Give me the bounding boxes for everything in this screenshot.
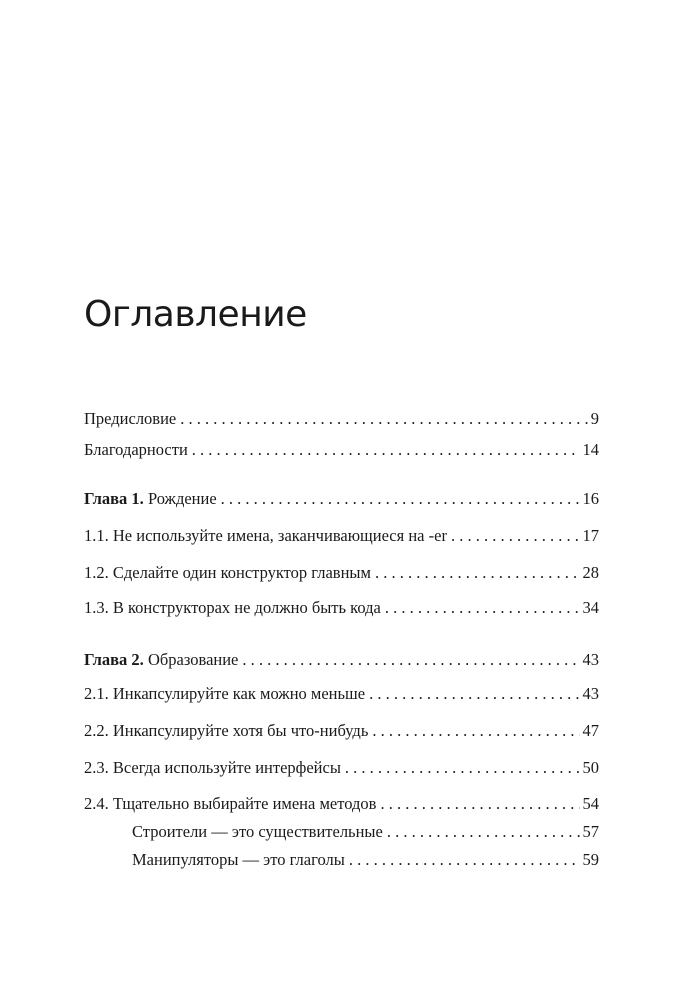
- toc-entry-label: [84, 489, 217, 509]
- toc-entry-label: [84, 650, 238, 670]
- toc-entry-page: 43: [582, 650, 599, 669]
- dot-leader: [221, 489, 580, 509]
- dot-leader: [380, 794, 579, 814]
- chapter-title: Образование: [147, 650, 239, 669]
- toc-entry-chapter-2[interactable]: [84, 650, 599, 670]
- toc-entry-page: 43: [582, 684, 599, 703]
- dot-leader: [375, 563, 580, 583]
- toc-entry-1-3[interactable]: [84, 598, 599, 618]
- dot-leader: [369, 684, 579, 704]
- toc-entry-manipulators[interactable]: [132, 850, 599, 870]
- dot-leader: [242, 650, 579, 670]
- toc-entry-page: 16: [582, 489, 599, 508]
- toc-entry-page: 59: [582, 850, 599, 869]
- toc-entry-page: 17: [582, 526, 599, 545]
- page-title: Оглавление: [84, 294, 307, 335]
- toc-entry-acknowledgements[interactable]: [84, 440, 599, 460]
- toc-entry-page: 28: [582, 563, 599, 582]
- dot-leader: [451, 526, 580, 546]
- chapter-number: Глава 2.: [84, 650, 144, 669]
- toc-entry-1-1[interactable]: [84, 526, 599, 546]
- toc-entry-page: 34: [582, 598, 599, 617]
- toc-entry-preface[interactable]: [84, 409, 599, 429]
- toc-entry-page: 14: [582, 440, 599, 459]
- toc-entry-page: 9: [590, 409, 599, 428]
- chapter-title: Рождение: [147, 489, 217, 508]
- toc-entry-2-1[interactable]: [84, 684, 599, 704]
- dot-leader: [387, 822, 580, 842]
- chapter-number: Глава 1.: [84, 489, 144, 508]
- toc-entry-label: Благодарности: [84, 440, 188, 459]
- dot-leader: [180, 409, 588, 429]
- toc-entry-label: 1.3. В конструкторах не должно быть кода: [84, 598, 381, 617]
- toc-entry-label: 1.1. Не используйте имена, заканчивающиеся на -er: [84, 526, 447, 545]
- toc-entry-page: 54: [582, 794, 599, 813]
- toc-entry-label: 2.3. Всегда используйте интерфейсы: [84, 758, 341, 777]
- dot-leader: [372, 721, 579, 741]
- toc-entry-chapter-1[interactable]: [84, 489, 599, 509]
- toc-entry-label: Предисловие: [84, 409, 177, 428]
- toc-entry-page: 50: [582, 758, 599, 777]
- toc-entry-label: 2.2. Инкапсулируйте хотя бы что-нибудь: [84, 721, 369, 740]
- toc-entry-label: 2.1. Инкапсулируйте как можно меньше: [84, 684, 366, 703]
- dot-leader: [349, 850, 580, 870]
- toc-entry-page: 47: [582, 721, 599, 740]
- toc-entry-builders[interactable]: [132, 822, 599, 842]
- toc-entry-2-2[interactable]: [84, 721, 599, 741]
- dot-leader: [385, 598, 580, 618]
- toc-entry-2-3[interactable]: [84, 758, 599, 778]
- toc-entry-label: 1.2. Сделайте один конструктор главным: [84, 563, 371, 582]
- dot-leader: [345, 758, 580, 778]
- toc-entry-page: 57: [582, 822, 599, 841]
- toc-entry-label: Манипуляторы — это глаголы: [132, 850, 345, 869]
- toc-entry-label: Строители — это существительные: [132, 822, 383, 841]
- toc-entry-1-2[interactable]: [84, 563, 599, 583]
- dot-leader: [192, 440, 580, 460]
- toc-entry-label: 2.4. Тщательно выбирайте имена методов: [84, 794, 377, 813]
- toc-entry-2-4[interactable]: [84, 794, 599, 814]
